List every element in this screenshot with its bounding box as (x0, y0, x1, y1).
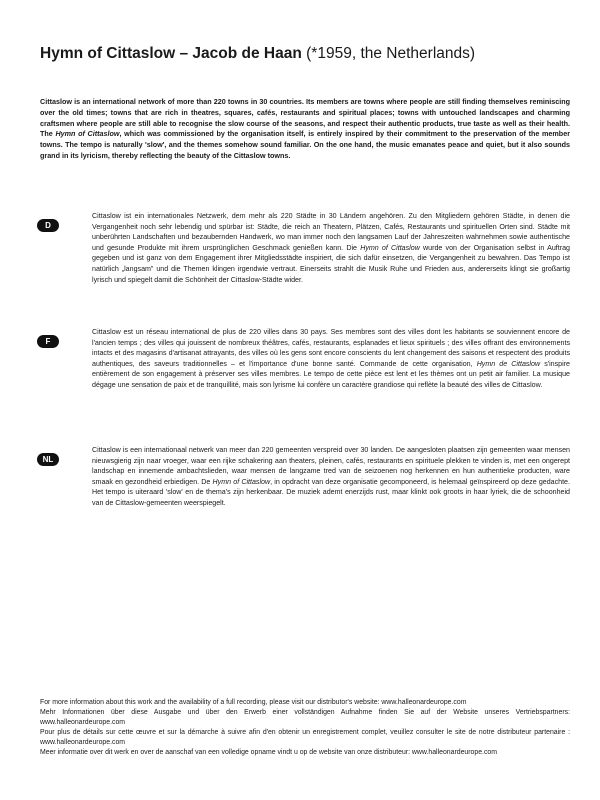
title-subtitle: (*1959, the Netherlands) (301, 45, 476, 62)
french-paragraph (92, 327, 570, 391)
dutch-paragraph (92, 445, 570, 509)
french-language-badge: F (37, 335, 59, 348)
french-text-part1: Cittaslow est un réseau international de plus de 220 villes dans 30 pays. Ses membres sont des villes dont les habitants se souviennent encore de l'ancien temps ; des villes qui jouissent de nombreux théâtres, cafés, restaurants, esplanades et lieux spirituels ; des villes offrant des environnements intacts et des magasins d'artisanat attrayants, des villes où les gens sont encore conscients du lent changement des saisons et respectent des produits authentiques, des saveurs traditionnelles – et l'importance d'une bonne santé. Commande de cette organisation, (92, 328, 570, 368)
intro-text-part2: , which was commissioned by the organisation itself, is entirely inspired by their commitment to the preservation of the member towns. The tempo is naturally 'slow', and the themes somehow sound familiar. On the one hand, the music emanates peace and quiet, but it also sounds grand in its lyricism, thereby reflecting the beauty of the Cittaslow towns. (40, 129, 570, 160)
intro-work-title: Hymn of Cittaslow (55, 129, 120, 139)
page-title (40, 44, 570, 64)
dutch-text-part1: Cittaslow is een internationaal netwerk van meer dan 220 gemeenten verspreid over 30 landen. De aangesloten plaatsen zijn gemeenten waar mensen nieuwsgierig zijn naar vroeger, waar een rijke schakering aan theaters, pleinen, cafés, restaurants en spirituele plekken te vinden is, met een ongerept landschap en innemende ambachtslieden, waar mensen de langzame tred van de seizoenen nog herkennen en hun authentieke producten, ware smaak en gezondheid erbiedigen. De (92, 446, 570, 486)
dutch-section (42, 445, 570, 509)
dutch-language-badge: NL (37, 453, 59, 466)
english-intro-paragraph (40, 97, 570, 162)
german-section (45, 211, 570, 285)
footer-english: For more information about this work and the availability of a full recording, please visit our distributor's website: www.halleonardeurope.com (40, 699, 467, 706)
german-text-part1: Cittaslow ist ein internationales Netzwerk, dem mehr als 220 Städte in 30 Ländern angehören. Zu den Mitgliedern gehören Städte, in denen die Vergangenheit noch sehr lebendig und spürbar ist: Städte, die reich an Theatern, Plätzen, Cafés, Restaurants und spirituellen Orten sind. Städte mit unberührten Landschaften und bezaubernden Handwerk, wo man immer noch den langsamen Lauf der Jahreszeiten wahrnehmen sowie authentische und gesunde Produkte mit ihrem ursprünglichen Geschmack genießen kann. Die (92, 212, 570, 252)
french-text-part2: s'inspire entièrement de son engagement à préserver ses villes membres. Le tempo de cette pièce est lent et les thèmes ont un petit air familier. La musique dégage une sensation de paix et de tranquillité, mais son lyrisme lui confère un caractère grandiose qui reflète la beauté des villes de Cittaslow. (92, 359, 570, 389)
german-text-part2: wurde von der Organisation selbst in Auftrag gegeben und ist ganz von dem Engagement ihrer Mitgliedsstädte inspiriert, die sich dafür einsetzen, die Vergangenheit zu bewahren. Das Tempo ist natürlich „langsam" und die Themen klingen irgendwie vertraut. Einerseits strahlt die Musik Ruhe und Frieden aus, andererseits klingt sie großartig lyrisch und spiegelt damit die Schönheit der Cittaslow-Städte wider. (92, 243, 570, 284)
distributor-footer (40, 698, 570, 759)
french-section (45, 327, 570, 391)
footer-french: Pour plus de détails sur cette œuvre et sur la démarche à suivre afin d'en obtenir un enregistrement complet, veuillez consulter le site de notre distributeur partenaire : www.halleonardeurope.com (40, 729, 570, 747)
french-work-title: Hymn de Cittaslow (476, 359, 541, 368)
intro-text-part1: Cittaslow is an international network of more than 220 towns in 30 countries. Its members are towns where people are still finding themselves reminiscing over the old times; towns that are rich in theatres, squares, cafés, restaurants and spiritual places; towns with untouched landscapes and charming craftsmen where people are still able to recognise the slow course of the seasons, and respect their authentic products, true taste as well as their health. The (40, 97, 570, 139)
german-language-badge: D (37, 219, 59, 232)
footer-german: Mehr Informationen über diese Ausgabe und über den Erwerb einer vollständigen Aufnahme finden Sie auf der Website unseres Vertriebspartners: www.halleonardeurope.com (40, 709, 570, 727)
dutch-text-part2: , in opdracht van deze organisatie gecomponeerd, is helemaal geïnspireerd op deze gedachte. Het tempo is uiteraard 'slow' en de thema's zijn herkenbaar. De muziek ademt enerzijds rust, maar klinkt ook groots in haar lyriek, die de schoonheid van de Cittaslow-gemeenten weerspiegelt. (92, 477, 570, 507)
footer-dutch: Meer informatie over dit werk en over de aanschaf van een volledige opname vindt u op de website van onze distributeur: www.halleonardeurope.com (40, 749, 497, 757)
german-paragraph (92, 211, 570, 285)
title-main: Hymn of Cittaslow – Jacob de Haan (40, 45, 302, 62)
german-work-title: Hymn of Cittaslow (360, 243, 420, 252)
dutch-work-title: Hymn of Cittaslow (212, 477, 271, 486)
